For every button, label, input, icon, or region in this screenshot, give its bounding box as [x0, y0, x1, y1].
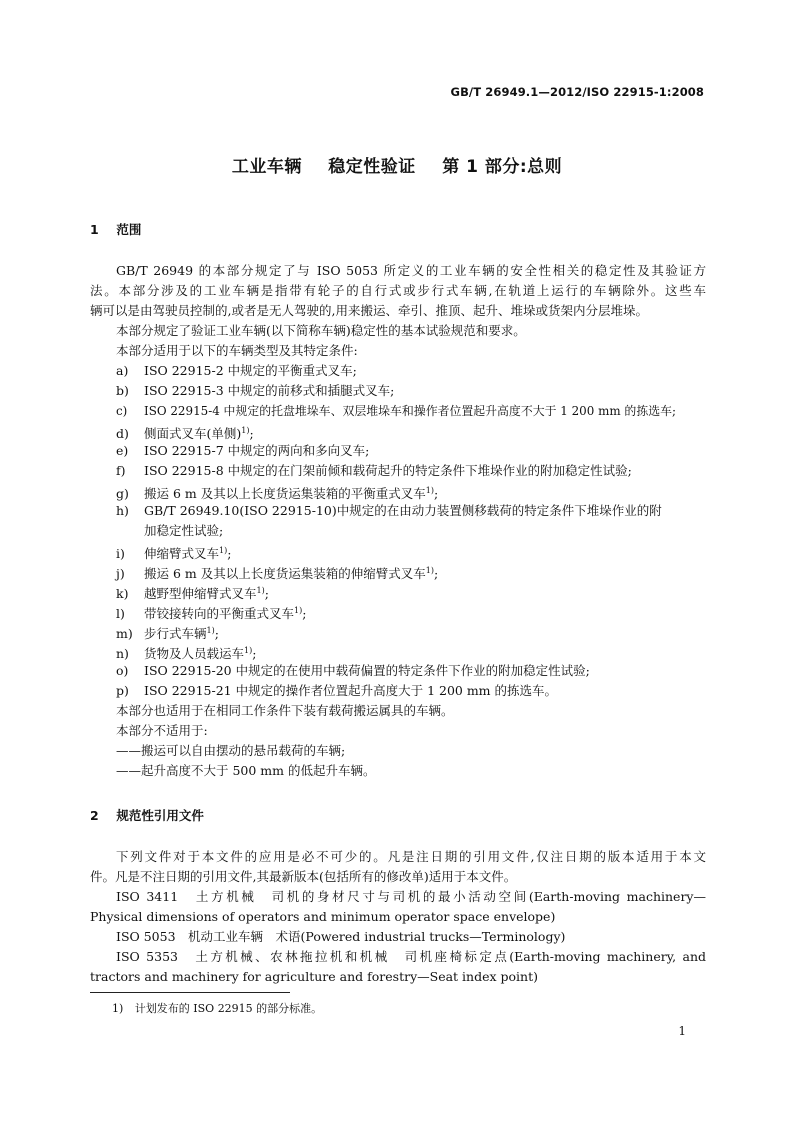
title-part-2: 稳定性验证 [328, 157, 416, 177]
list-item [116, 361, 732, 381]
paragraph-line: GB/T 26949 的本部分规定了与 ISO 5053 所定义的工业车辆的安全性相关的稳定性及其验证方 [116, 263, 706, 278]
footnote-ref: 1) [425, 486, 434, 495]
list-text: ISO 22915-21 中规定的操作者位置起升高度大于 1 200 mm 的拣选车。 [144, 683, 558, 698]
list-item: n) 货物及人员载运车$^{1)}$; [116, 641, 732, 664]
paragraph-line: 下列文件对于本文件的应用是必不可少的。凡是注日期的引用文件,仅注日期的版本适用于本文 [116, 849, 706, 864]
list-text: ISO 22915-20 中规定的在使用中载荷偏置的特定条件下作业的附加稳定性试验; [144, 663, 590, 678]
list-text: ISO 22915-3 中规定的前移式和插腿式叉车; [144, 383, 395, 398]
paragraph-line: 辆可以是由驾驶员控制的,或者是无人驾驶的,用来搬运、牵引、推顶、起升、堆垛或货架内分层堆垛。 [90, 303, 648, 318]
list-label: m) [116, 626, 133, 642]
footnote-mark: 1) [112, 1002, 124, 1015]
list-label: h) [116, 503, 129, 518]
list-label: c) [116, 404, 128, 418]
paragraph-line: 件。凡是不注日期的引用文件,其最新版本(包括所有的修改单)适用于本文件。 [90, 869, 517, 884]
list-item [116, 461, 732, 481]
footnote-text: 计划发布的 ISO 22915 的部分标准。 [134, 1002, 323, 1015]
section-title: 范围 [116, 222, 142, 237]
list-label: n) [116, 646, 129, 662]
title-part-1: 工业车辆 [231, 157, 302, 177]
list-text: 带铰接转向的平衡重式叉车 [144, 606, 295, 622]
list-label: f) [116, 463, 126, 478]
reference-entry: ISO 3411 土方机械 司机的身材尺寸与司机的最小活动空间(Earth-moving machinery— [116, 889, 706, 904]
dash-item: ——搬运可以自由摆动的悬吊载荷的车辆; [116, 743, 346, 758]
paragraph-line: 本部分不适用于: [116, 723, 208, 738]
list-label: o) [116, 663, 129, 678]
list-item [116, 501, 732, 521]
list-label: j) [116, 566, 125, 582]
list-text: ISO 22915-8 中规定的在门架前倾和载荷起升的特定条件下堆垛作业的附加稳定性试验; [144, 463, 632, 478]
footnote-ref: 1) [244, 646, 253, 655]
reference-entry-cont: Physical dimensions of operators and minimum operator space envelope) [90, 909, 556, 924]
standard-number-header: GB/T 26949.1—2012/ISO 22915-1:2008 [450, 85, 704, 99]
list-label: e) [116, 443, 129, 458]
document-title [0, 152, 794, 177]
list-item [116, 381, 732, 401]
list-text: 伸缩臂式叉车 [144, 546, 220, 562]
title-part-3: 第 1 部分:总则 [442, 157, 563, 177]
list-item: j) 搬运 6 m 及其以上长度货运集装箱的伸缩臂式叉车$^{1)}$; [116, 561, 732, 584]
paragraph-line: 本部分规定了验证工业车辆(以下简称车辆)稳定性的基本试验规范和要求。 [116, 323, 526, 338]
list-item: l) 带铰接转向的平衡重式叉车$^{1)}$; [116, 601, 732, 624]
list-label: d) [116, 426, 129, 442]
footnote-ref: 1) [294, 606, 303, 615]
footnote-ref: 1) [219, 546, 228, 555]
list-item: i) 伸缩臂式叉车$^{1)}$; [116, 541, 732, 564]
footnote-ref: 1) [241, 426, 250, 435]
list-text: 步行式车辆 [144, 626, 207, 642]
list-item [116, 401, 732, 421]
footnote-rule [90, 992, 290, 993]
list-text: 搬运 6 m 及其以上长度货运集装箱的伸缩臂式叉车 [144, 566, 426, 582]
list-label: a) [116, 363, 129, 378]
list-label: p) [116, 683, 129, 698]
section-title: 规范性引用文件 [116, 808, 204, 823]
list-label: g) [116, 486, 129, 502]
page-number: 1 [678, 1024, 686, 1038]
list-text: ISO 22915-7 中规定的两向和多向叉车; [144, 443, 370, 458]
reference-entry-cont: tractors and machinery for agriculture and forestry—Seat index point) [90, 969, 538, 984]
list-text: ISO 22915-4 中规定的托盘堆垛车、双层堆垛车和操作者位置起升高度不大于 1 200 mm 的拣选车; [144, 404, 676, 418]
footnote [112, 1000, 322, 1016]
section-1-heading [90, 220, 141, 238]
reference-entry: ISO 5053 机动工业车辆 术语(Powered industrial trucks—Terminology) [116, 929, 566, 944]
section-number: 2 [90, 808, 99, 823]
list-item: m) 步行式车辆$^{1)}$; [116, 621, 732, 644]
list-label: b) [116, 383, 129, 398]
list-text: 搬运 6 m 及其以上长度货运集装箱的平衡重式叉车 [144, 486, 426, 502]
list-text: 侧面式叉车(单侧) [144, 426, 242, 442]
paragraph-line: 法。本部分涉及的工业车辆是指带有轮子的自行式或步行式车辆,在轨道上运行的车辆除外。这些车 [90, 283, 706, 298]
footnote-ref: 1) [425, 566, 434, 575]
list-text: GB/T 26949.10(ISO 22915-10)中规定的在由动力装置侧移载荷的特定条件下堆垛作业的附 [144, 503, 662, 518]
list-text: 货物及人员载运车 [144, 646, 245, 662]
list-item-continuation: 加稳定性试验; [144, 523, 224, 538]
list-item [116, 661, 732, 681]
list-label: l) [116, 606, 125, 622]
paragraph-line: 本部分也适用于在相同工作条件下装有载荷搬运属具的车辆。 [116, 703, 454, 718]
dash-item: ——起升高度不大于 500 mm 的低起升车辆。 [116, 763, 376, 778]
paragraph-line: 本部分适用于以下的车辆类型及其特定条件: [116, 343, 358, 358]
section-2-heading [90, 806, 204, 824]
list-item: g) 搬运 6 m 及其以上长度货运集装箱的平衡重式叉车$^{1)}$; [116, 481, 732, 504]
list-text: 越野型伸缩臂式叉车 [144, 586, 257, 602]
footnote-ref: 1) [206, 626, 215, 635]
list-label: i) [116, 546, 125, 562]
list-item: d) 侧面式叉车(单侧)$^{1)}$; [116, 421, 732, 444]
footnote-ref: 1) [256, 586, 265, 595]
list-item [116, 681, 732, 701]
list-text: ISO 22915-2 中规定的平衡重式叉车; [144, 363, 357, 378]
section-number: 1 [90, 222, 99, 237]
list-label: k) [116, 586, 129, 602]
reference-entry: ISO 5353 土方机械、农林拖拉机和机械 司机座椅标定点(Earth-moving machinery, and [116, 949, 706, 964]
list-item [116, 441, 732, 461]
list-item: k) 越野型伸缩臂式叉车$^{1)}$; [116, 581, 732, 604]
